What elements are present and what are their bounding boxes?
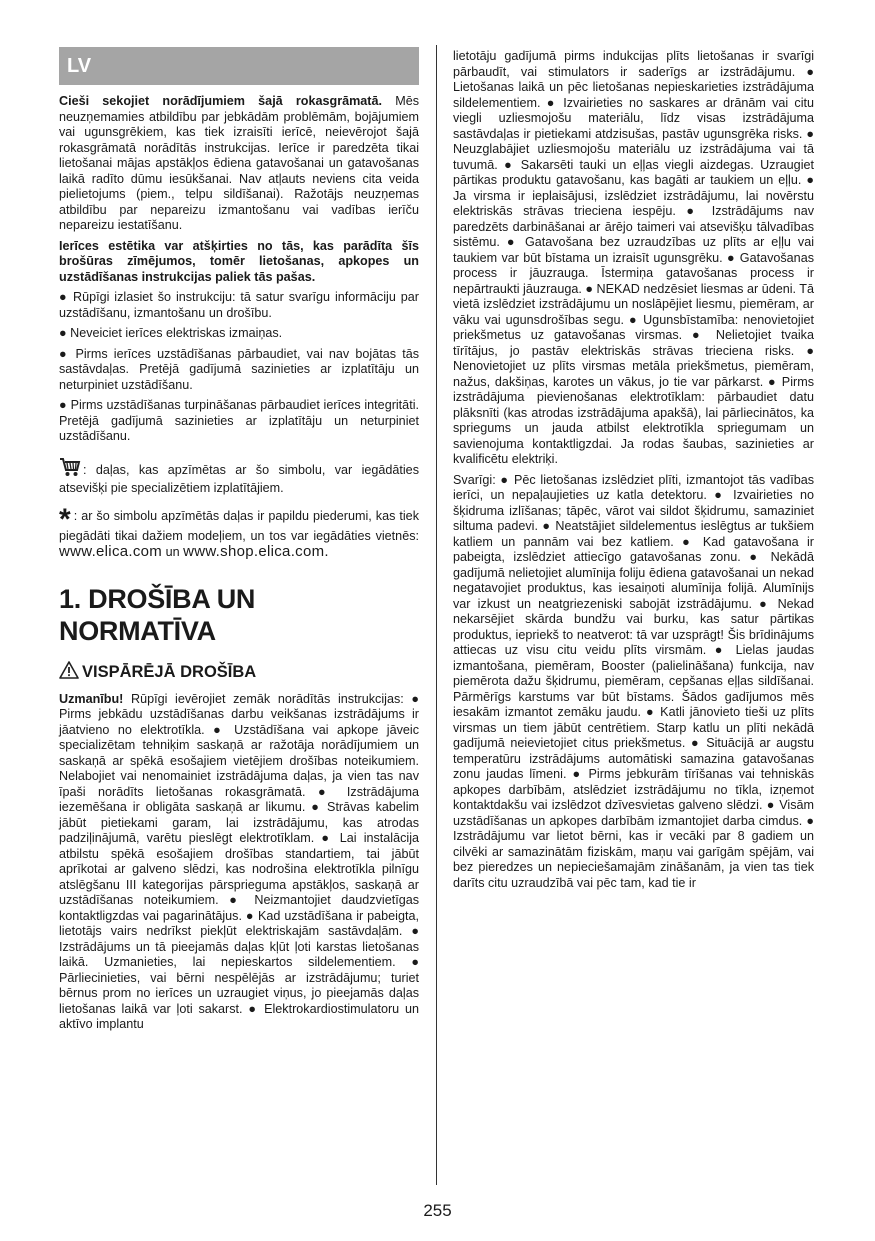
url-period: . xyxy=(324,543,329,560)
shopping-cart-icon xyxy=(59,457,81,482)
intro-text: Mēs neuzņemamies atbildību par jebkādām problēmām, bojājumiem vai ugunsgrēkiem, kas tiek izraisīti ierīcē, neievērojot šajā rokasgrāmatā norādītās instrukcijas. Ierīce ir paredzēta tikai lietošanai mājas apstākļos ēdiena gatavošanai un gatavošanas laikā radīto dūmu iesūkšanai. Nav atļauts neviens cita veida pielietojums (piem., telpu sildīšanai). Ražotājs neuzņemas atbildību par nepareizu izmantošanu vai vadības ierīču nepareizu iestatīšanu. xyxy=(59,94,419,232)
warning-icon xyxy=(59,661,79,684)
shop-elica-url[interactable]: www.shop.elica.com xyxy=(183,543,325,560)
safety-text: Rūpīgi ievērojiet zemāk norādītās instrukcijas: ● Pirms jebkādu uzstādīšanas darbu veikšanas izstrādājums ir jāatvieno no elektrotīkla. ● Uzstādīšana vai apkope jāveic specializētam tehniķim saskaņā ar ražotāja norādījumiem un saskaņā ar spēkā esošajiem vietējiem drošības noteikumiem. Nelabojiet vai nenomainiet izstrādājuma daļas, ja vien tas nav īpaši norādīts lietošanas rokasgrāmatā. ● Izstrādājuma iezemēšana ir obligāta saskaņā ar likumu. ● Strāvas kabelim jābūt pietiekami garam, lai izstrādājumu, kas atrodas padziļinājumā, varētu pieslēgt elektrotīklam. ● Lai instalācija atbilstu spēkā esošajiem drošības standartiem, tai jābūt aprīkotai ar galveno slēdzi, kas nodrošina elektrotīkla pilnīgu atslēgšanu III kategorijas pārsprieguma apstākļos, saskaņā ar uzstādīšanas noteikumiem. ● Neizmantojiet daudzvietīgas kontaktligzdas vai pagarinātājus. ● Kad uzstādīšana ir pabeigta, lietotājs vairs nedrīkst piekļūt elektriskajām sastāvdaļām. ● Izstrādājums un tā pieejamās daļas kļūt ļoti karstas lietošanas laikā. Uzmanieties, lai nepieskartos sildelementiem. ● Pārliecinieties, vai bērni nespēlējās ar izstrādājumu; turiet bērnus prom no ierīces un uzraugiet viņus, jo pieejamās daļas lietošanas laikā var ļoti sakarst. ● Elektrokardiostimulatoru un aktīvo implantu xyxy=(59,691,419,1031)
section-heading: 1. DROŠĪBA UN NORMATĪVA xyxy=(59,583,256,646)
bullet-item: ● Neveiciet ierīces elektriskas izmaiņas. xyxy=(59,326,283,340)
subsection-heading-text: VISPĀRĒJĀ DROŠĪBA xyxy=(82,662,257,681)
right-paragraph-2: Svarīgi: ● Pēc lietošanas izslēdziet plīti, izmantojot tās vadības ierīci, un nepaļaujieties uz katla detektoru. ● Izvairieties no šķidruma izlīšanas; tāpēc, vārot vai sildot šķidrumu, samaziniet siltuma padevi. ● Neatstājiet sildelementus ieslēgtus ar tukšiem katliem un pannām vai bez katliem. ● Kad gatavošana ir pabeigta, izslēdziet attiecīgo gatavošanas zonu. ● Nekādā gadījumā nelietojiet alumīnija foliju ēdiena gatavošanai un nekad negatavojiet produktus, kas iesaiņoti alumīnija folijā. Alumīnijs var izkust un neatgriezeniski sabojāt izstrādājumu. ● Nekad nekarsējiet skārda bundžu vai burku, kas satur pārtikas produktus, iepriekš to neatverot: tā var uzsprāgt! Šis brīdinājums attiecas uz visu citu veidu plīts virsmām. ● Lielas jaudas izmantošana, piemēram, Booster (palielināšana) funkcija, nav piemērota dažu šķidrumu, piemēram, cepšanas eļļas sildīšanai. Pārmērīgs karstums var būt bīstams. Šādos gadījumos mēs iesakām izmantot zemāku jaudu. ● Katli jānovieto tieši uz plīts virsmas un tiem jābūt centrētiem. Starp katlu un plīti nekādā gadījumā neievietojiet citus priekšmetus. ● Situācijā ar augstu temperatūru izstrādājums automātiski samazina gatavošanas zonu jaudas līmeni. ● Pirms jebkurām tīrīšanas vai tehniskās apkopes darbībām, atslēdziet izstrādājumu no tīkla, izņemot kontaktdakšu vai izslēdzot dzīvesvietas galveno slēdzi. ● Visām uzstādīšanas un apkopes darbībām izmantojiet darba cimdus. ● Izstrādājumu var lietot bērni, kas ir vecāki par 8 gadiem un cilvēki ar samazinātām fiziskām, maņu vai garīgām spējām, vai bez pieredzes un nepieciešamajām zināšanām, ja vien tas tiek darīts citu uzraudzībā vai pēc tam, kad tie ir xyxy=(453,472,814,890)
star-symbol-note xyxy=(59,502,419,561)
intro-paragraph xyxy=(59,94,419,234)
aesthetics-note: Ierīces estētika var atšķirties no tās, kas parādīta šīs brošūras zīmējumos, tomēr lietošanas, apkopes un uzstādīšanas instrukcijas paliek tās pašas. xyxy=(59,238,419,284)
cart-symbol-note xyxy=(59,457,419,497)
left-column xyxy=(59,94,419,1038)
safety-bold: Uzmanību! xyxy=(59,691,124,706)
star-note-text: : ar šo simbolu apzīmētās daļas ir papildu piederumi, kas tiek piegādāti tikai dažiem modeļiem, un tos var iegādāties vietnēs: xyxy=(59,508,419,543)
column-divider xyxy=(436,45,437,1185)
page-number: 255 xyxy=(423,1201,452,1220)
elica-url[interactable]: www.elica.com xyxy=(59,543,163,560)
bullet-item: ● Pirms uzstādīšanas turpināšanas pārbaudiet ierīces integritāti. Pretējā gadījumā sazinieties ar izplatītāju un neturpiniet uzstādīšanu. xyxy=(59,398,419,443)
bullet-item: ● Rūpīgi izlasiet šo instrukciju: tā satur svarīgu informāciju par uzstādīšanu, izmantošanu un drošību. xyxy=(59,290,419,320)
right-paragraph-1: lietotāju gadījumā pirms indukcijas plīts lietošanas ir svarīgi pārbaudīt, vai stimulators ir saderīgs ar izstrādājumu. ● Lietošanas laikā un pēc lietošanas nepieskarieties izstrādājuma sildelementiem. ● Izvairieties no saskares ar drānām vai citu viegli uzliesmojošu materiālu, līdz visas izstrādājuma sastāvdaļas ir pietiekami atdzisušas, pastāv ugunsgrēka risks. ● Neuzglabājiet uzliesmojošu materiālu uz izstrādājuma vai tā tuvumā. ● Sakarsēti tauki un eļļas viegli aizdegas. Uzraugiet pārtikas produktu gatavošanu, kas bagāti ar taukiem un eļļu. ● Ja virsma ir ieplaisājusi, izslēdziet izstrādājumu, lai novērstu elektriskās strāvas trieciena iespēju. ● Izstrādājums nav paredzēts darbināšanai ar ārējo taimeri vai atsevišķu tālvadības sistēmu. ● Gatavošana bez uzraudzības uz plīts ar eļļu vai taukiem var būt bīstama un izraisīt ugunsgrēku. ● Gatavošanas process ir jāuzrauga. Īstermiņa gatavošanas process ir nepārtraukti jāuzrauga. ● NEKAD nedzēsiet liesmas ar ūdeni. Tā vietā izslēdziet izstrādājumu un noslāpējiet liesmu, piemēram, ar vāku vai ugunsdrošības segu. ● Ugunsbīstamība: nenovietojiet priekšmetus uz gatavošanas virsmas. ● Nelietojiet tvaika tīrītājus, jo pastāv elektriskās strāvas trieciena risks. ● Nenovietojiet uz plīts virsmas metāla priekšmetus, piemēram, nažus, dakšiņas, karotes un vākus, jo tie var pārkarst. ● Pirms izstrādājuma pievienošanas elektrotīklam: pārbaudiet datu plāksnīti (kas atrodas izstrādājuma apakšā), lai pārliecinātos, ka spriegums un jauda atbilst elektrotīkla spriegumam un savienojuma kontaktligzdai. Ja rodas šaubas, sazinieties ar kvalificētu elektriķi. xyxy=(453,49,814,466)
safety-paragraph xyxy=(59,692,419,1033)
cart-note-text: : daļas, kas apzīmētas ar šo simbolu, var iegādāties atsevišķi pie specializētiem izplatītājiem. xyxy=(59,462,419,495)
url-joiner: un xyxy=(162,545,184,559)
right-column xyxy=(453,49,814,896)
language-code-bar: LV xyxy=(59,47,419,85)
intro-bold: Cieši sekojiet norādījumiem šajā rokasgrāmatā. xyxy=(59,94,382,108)
subsection-heading xyxy=(59,661,419,684)
bullet-item: ● Pirms ierīces uzstādīšanas pārbaudiet, vai nav bojātas tās sastāvdaļas. Pretējā gadījumā sazinieties ar izplatītāju un neturpiniet uzstādīšanu. xyxy=(59,346,419,392)
asterisk-icon: * xyxy=(59,502,71,536)
